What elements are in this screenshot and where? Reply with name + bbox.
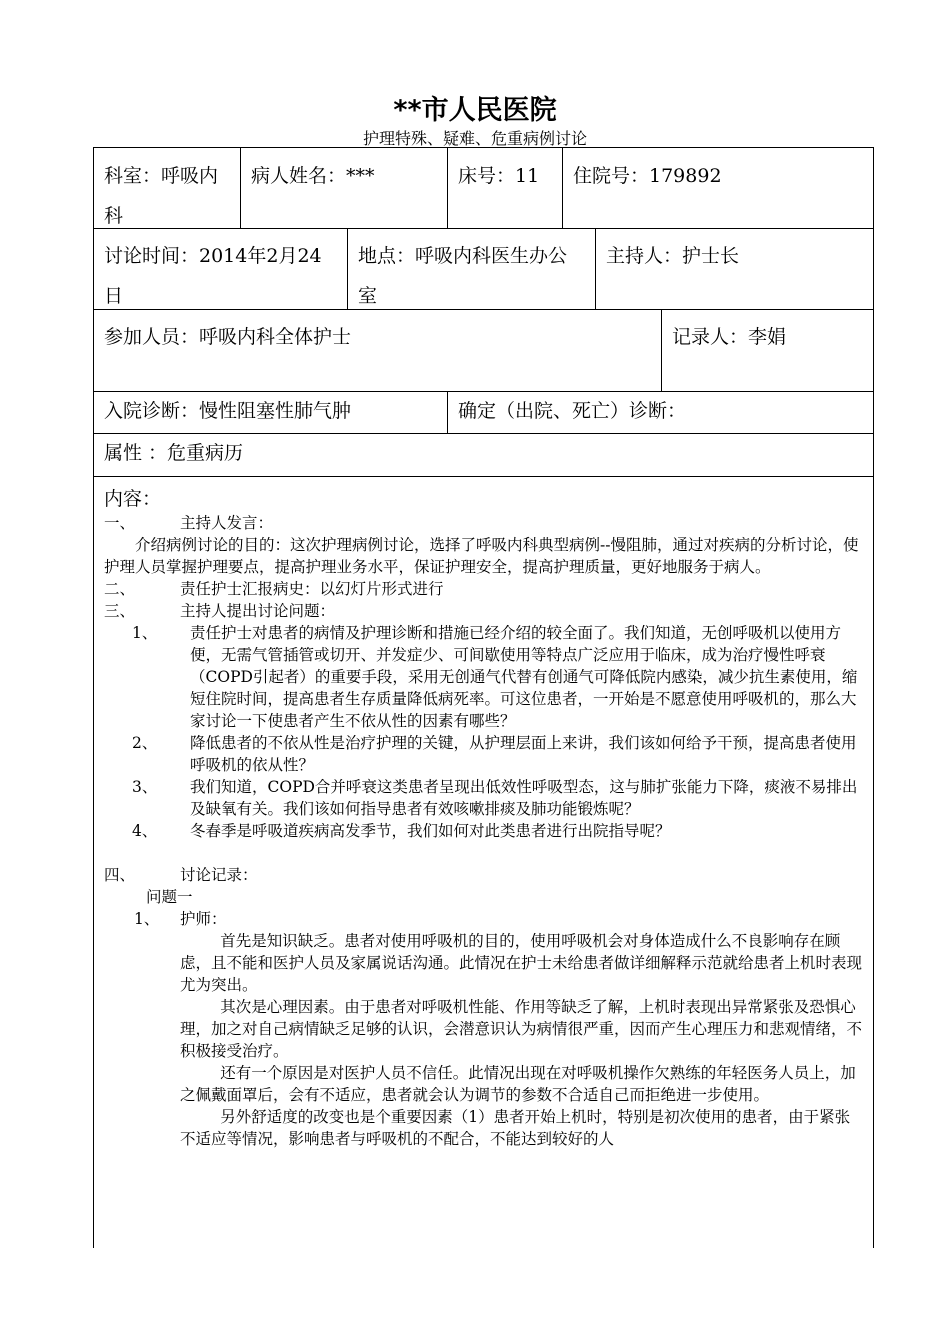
section-3 <box>104 600 863 622</box>
question-number: 4、 <box>132 822 158 840</box>
question-number: 1、 <box>132 624 158 642</box>
info-row-5 <box>94 433 873 477</box>
question-item <box>104 776 863 820</box>
section-number: 三、 <box>104 602 136 620</box>
question-text: 我们知道，COPD合并呼衰这类患者呈现出低效性呼吸型态，这与肺扩张能力下降，痰液不易排出及缺氧有关。我们该如何指导患者有效咳嗽排痰及肺功能锻炼呢？ <box>190 778 858 818</box>
question-item <box>104 820 863 842</box>
final-diagnosis-cell: 确定（出院、死亡）诊断： <box>458 400 687 422</box>
answer-paragraph: 另外舒适度的改变也是个重要因素（1）患者开始上机时，特别是初次使用的患者，由于紧张不适应等情况，影响患者与呼吸机的不配合，不能达到较好的人 <box>180 1108 851 1148</box>
department-cell: 科室：呼吸内科 <box>94 148 241 228</box>
section-heading: 责任护士汇报病史：以幻灯片形式进行 <box>180 580 444 598</box>
question-item <box>104 732 863 776</box>
section-heading: 主持人提出讨论问题： <box>180 602 336 620</box>
answer-item <box>104 908 863 930</box>
content-label: 内容： <box>104 488 162 510</box>
participants-cell: 参加人员：呼吸内科全体护士 <box>94 309 662 391</box>
section-1 <box>104 512 863 534</box>
question-text: 责任护士对患者的病情及护理诊断和措施已经介绍的较全面了。我们知道，无创呼吸机以使用方便，无需气管插管或切开、并发症少、可间歇使用等特点广泛应用于临床，成为治疗慢性呼衰（COPD引起者）的重要手段，采用无创通气代替有创通气可降低院内感染，减少抗生素使用，缩短住院时间，提高患者生存质量降低病死率。可这位患者，一开始是不愿意使用呼吸机的，那么大家讨论一下使患者产生不依从性的因素有哪些？ <box>190 624 858 730</box>
discussion-content <box>94 476 873 1150</box>
issue-heading: 问题一 <box>146 888 193 906</box>
question-text: 冬春季是呼吸道疾病高发季节，我们如何对此类患者进行出院指导呢？ <box>190 822 671 840</box>
discussion-time-cell: 讨论时间：2014年2月24日 <box>94 228 348 309</box>
info-row-1 <box>94 148 873 229</box>
section-number: 一、 <box>104 514 136 532</box>
spacer <box>104 842 863 864</box>
answer-paragraph: 首先是知识缺乏。患者对使用呼吸机的目的，使用呼吸机会对身体造成什么不良影响存在顾虑，且不能和医护人员及家属说话沟通。此情况在护士未给患者做详细解释示范就给患者上机时表现尤为突出。 <box>180 932 863 994</box>
answer-paragraph: 还有一个原因是对医护人员不信任。此情况出现在对呼吸机操作欠熟练的年轻医务人员上，加之佩戴面罩后，会有不适应，患者就会认为调节的参数不合适自己而拒绝进一步使用。 <box>180 1064 856 1104</box>
info-row-4 <box>94 391 873 434</box>
section-number: 二、 <box>104 580 136 598</box>
admission-diagnosis-cell: 入院诊断：慢性阻塞性肺气肿 <box>94 391 448 433</box>
section-heading: 讨论记录： <box>180 866 258 884</box>
section-number: 四、 <box>104 866 136 884</box>
section-4 <box>104 864 863 886</box>
answer-body <box>104 930 863 1150</box>
bed-number-cell: 床号：11 <box>448 148 563 228</box>
answer-speaker: 护师： <box>180 910 227 928</box>
answer-number: 1、 <box>134 910 160 928</box>
answer-paragraph: 其次是心理因素。由于患者对呼吸机性能、作用等缺乏了解，上机时表现出异常紧张及恐惧心理，加之对自己病情缺乏足够的认识，会潜意识认为病情很严重，因而产生心理压力和悲观情绪，不积极接受治疗。 <box>180 998 863 1060</box>
patient-name-cell: 病人姓名：*** <box>241 148 448 228</box>
section-heading: 主持人发言： <box>180 514 274 532</box>
case-discussion-form <box>93 147 874 1248</box>
info-row-2 <box>94 228 873 310</box>
section-2 <box>104 578 863 600</box>
admission-number-cell: 住院号：179892 <box>573 165 722 187</box>
info-row-3 <box>94 309 873 392</box>
question-number: 3、 <box>132 778 158 796</box>
location-cell: 地点：呼吸内科医生办公室 <box>348 228 596 309</box>
question-number: 2、 <box>132 734 158 752</box>
question-item <box>104 622 863 732</box>
attribute-cell: 属性 ：危重病历 <box>104 442 244 464</box>
question-text: 降低患者的不依从性是治疗护理的关键，从护理层面上来讲，我们该如何给予干预，提高患者使用呼吸机的依从性？ <box>190 734 857 774</box>
form-subtitle: 护理特殊、疑难、危重病例讨论 <box>362 129 587 148</box>
hospital-title: **市人民医院 <box>393 95 557 126</box>
recorder-cell: 记录人：李娟 <box>672 326 787 348</box>
host-cell: 主持人：护士长 <box>606 245 740 267</box>
purpose-paragraph: 介绍病例讨论的目的：这次护理病例讨论，选择了呼吸内科典型病例--慢阻肺，通过对疾病的分析讨论，使护理人员掌握护理要点，提高护理业务水平，保证护理安全，提高护理质量，更好地服务于病人。 <box>104 536 859 576</box>
